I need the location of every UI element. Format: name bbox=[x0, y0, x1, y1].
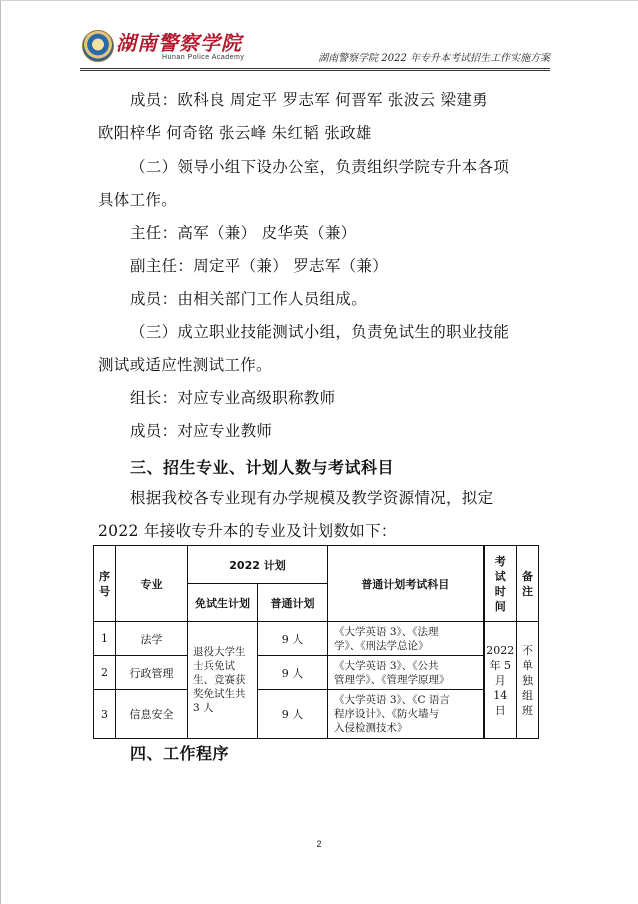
remark-value: 不 单 独 组 班 bbox=[517, 622, 539, 739]
office-paragraph-line-1: （二）领导小组下设办公室，负责组织学院专升本各项 bbox=[130, 158, 510, 176]
exempt-plan-note: 退役大学生 士兵免试 生、竞赛获 奖免试生共 3 人 bbox=[188, 622, 258, 739]
row-normal-plan: 9 人 bbox=[258, 656, 328, 690]
row-normal-plan: 9 人 bbox=[258, 622, 328, 656]
row-major: 法学 bbox=[116, 622, 188, 656]
plan-paragraph-line-2: 2022 年接收专升本的专业及计划数如下： bbox=[98, 522, 397, 540]
header-normal-plan: 普通计划 bbox=[258, 584, 328, 622]
table-row bbox=[94, 622, 539, 656]
row-seq: 1 bbox=[94, 622, 116, 656]
office-paragraph-line-2: 具体工作。 bbox=[98, 191, 178, 209]
header-major: 专业 bbox=[116, 546, 188, 622]
header-document-title: 湖南警察学院 2022 年专升本考试招生工作实施方案 bbox=[318, 53, 550, 64]
academy-emblem-icon bbox=[82, 30, 114, 62]
row-subjects: 《大学英语 3》、《法理 学》、《刑法学总论》 bbox=[328, 622, 484, 656]
header-rule bbox=[80, 68, 550, 69]
page-header bbox=[80, 24, 550, 68]
header-remark: 备 注 bbox=[517, 546, 539, 622]
row-subjects: 《大学英语 3》、《C 语言 程序设计》、《防火墙与 入侵检测技术》 bbox=[328, 690, 484, 739]
plan-paragraph-line-1: 根据我校各专业现有办学规模及教学资源情况，拟定 bbox=[130, 489, 494, 507]
section-heading-4: 四、工作程序 bbox=[130, 744, 230, 763]
table-row bbox=[94, 656, 539, 690]
group-members-line: 成员：对应专业教师 bbox=[130, 422, 273, 440]
office-deputy-line: 副主任：周定平（兼） 罗志军（兼） bbox=[130, 257, 389, 275]
header-rule-secondary bbox=[80, 70, 550, 71]
group-leader-line: 组长：对应专业高级职称教师 bbox=[130, 389, 336, 407]
row-major: 行政管理 bbox=[116, 656, 188, 690]
row-major: 信息安全 bbox=[116, 690, 188, 739]
header-seq: 序 号 bbox=[94, 546, 116, 622]
row-subjects: 《大学英语 3》、《公共 管理学》、《管理学原理》 bbox=[328, 656, 484, 690]
office-director-line: 主任：高军（兼） 皮华英（兼） bbox=[130, 224, 357, 242]
table-row bbox=[94, 690, 539, 739]
members-line-2: 欧阳梓华 何奇铭 张云峰 朱红韬 张政雄 bbox=[98, 124, 372, 142]
page-edge-left bbox=[0, 0, 1, 904]
header-subjects: 普通计划考试科目 bbox=[328, 546, 484, 622]
row-normal-plan: 9 人 bbox=[258, 690, 328, 739]
section-heading-3: 三、招生专业、计划人数与考试科目 bbox=[130, 458, 395, 477]
enrollment-plan-table bbox=[93, 545, 539, 739]
page-edge-top bbox=[0, 0, 638, 1]
members-line-1: 成员：欧科良 周定平 罗志军 何晋军 张波云 梁建勇 bbox=[130, 91, 488, 109]
exam-date: 2022 年 5 月 14 日 bbox=[484, 622, 517, 739]
skills-group-line-2: 测试或适应性测试工作。 bbox=[98, 356, 272, 374]
academy-logo-text: 湖南警察学院 bbox=[116, 31, 242, 55]
academy-logo-english: Hunan Police Academy bbox=[162, 54, 245, 61]
page-number: 2 bbox=[316, 839, 322, 849]
header-exempt-plan: 免试生计划 bbox=[188, 584, 258, 622]
row-seq: 3 bbox=[94, 690, 116, 739]
header-plan-group: 2022 计划 bbox=[188, 546, 328, 584]
office-members-line: 成员：由相关部门工作人员组成。 bbox=[130, 290, 368, 308]
skills-group-line-1: （三）成立职业技能测试小组，负责免试生的职业技能 bbox=[130, 323, 510, 341]
header-exam-time: 考 试 时 间 bbox=[484, 546, 517, 622]
row-seq: 2 bbox=[94, 656, 116, 690]
